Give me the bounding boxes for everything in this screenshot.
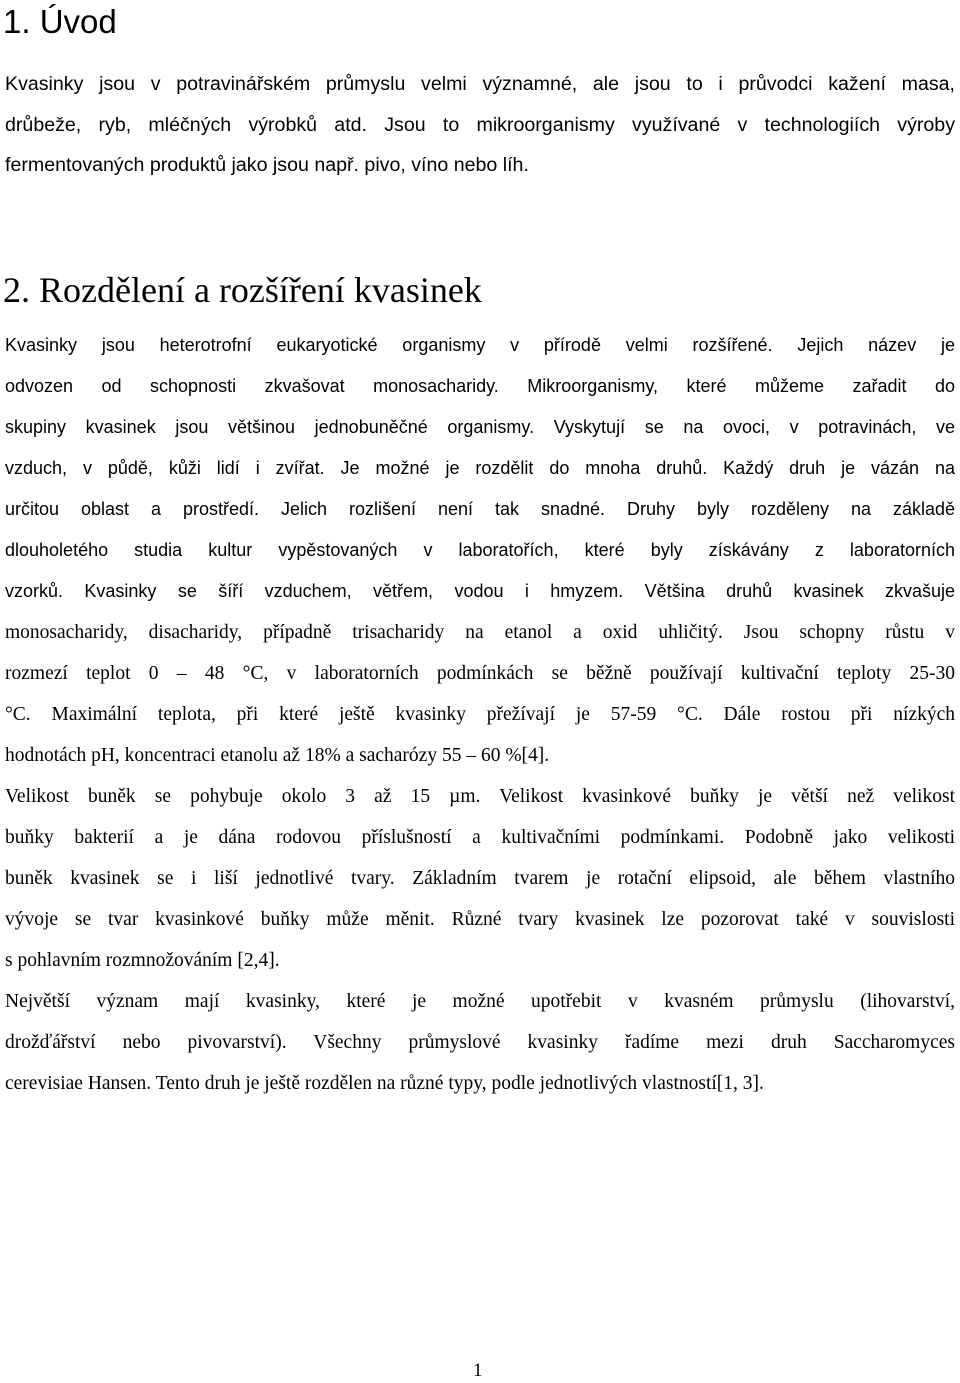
text-line: vzorků. Kvasinky se šíří vzduchem, větřem, vodou i hmyzem. Většina druhů kvasinek zkvašuje (5, 581, 955, 601)
text-line: cerevisiae Hansen. Tento druh je ještě rozdělen na různé typy, podle jednotlivých vlastností[1, 3]. (5, 1073, 764, 1094)
heading-rozdeleni: 2. Rozdělení a rozšíření kvasinek (3, 270, 482, 310)
intro-paragraph (5, 64, 955, 186)
text-line: Kvasinky jsou v potravinářském průmyslu velmi významné, ale jsou to i průvodci kažení masa, (5, 73, 955, 95)
heading-uvod: 1. Úvod (3, 3, 117, 40)
page-number: 1 (473, 1360, 483, 1381)
text-line: vzduch, v půdě, kůži lidí i zvířat. Je možné je rozdělit do mnoha druhů. Každý druh je vázán na (5, 458, 955, 478)
text-line: hodnotách pH, koncentraci etanolu až 18% a sacharózy 55 – 60 %[4]. (5, 745, 550, 766)
text-line: buněk kvasinek se i liší jednotlivé tvary. Základním tvarem je rotační elipsoid, ale během vlastního (5, 868, 955, 889)
text-line: určitou oblast a prostředí. Jelich rozlišení není tak snadné. Druhy byly rozděleny na základě (5, 499, 955, 519)
text-line: vývoje se tvar kvasinkové buňky může měnit. Různé tvary kvasinek lze pozorovat také v souvislosti (5, 909, 955, 930)
text-line: Největší význam mají kvasinky, které je možné upotřebit v kvasném průmyslu (lihovarství, (5, 991, 955, 1012)
text-line: buňky bakterií a je dána rodovou příslušností a kultivačními podmínkami. Podobně jako velikosti (5, 827, 955, 848)
text-line: °C. Maximální teplota, při které ještě kvasinky přežívají je 57-59 °C. Dále rostou při nízkých (5, 704, 955, 725)
text-line: drůbeže, ryb, mléčných výrobků atd. Jsou to mikroorganismy využívané v technologiích výroby (5, 113, 955, 136)
text-line: skupiny kvasinek jsou většinou jednobuněčné organismy. Vyskytují se na ovoci, v potravinách, ve (5, 417, 955, 437)
text-line: dlouholetého studia kultur vypěstovaných v laboratořích, které byly získávány z laboratorních (5, 540, 955, 560)
body-paragraph (5, 325, 955, 1104)
text-line: fermentovaných produktů jako jsou např. pivo, víno nebo líh. (5, 154, 529, 176)
text-line: rozmezí teplot 0 – 48 °C, v laboratorních podmínkách se běžně používají kultivační teploty 25-30 (5, 663, 955, 684)
text-line: Velikost buněk se pohybuje okolo 3 až 15 µm. Velikost kvasinkové buňky je větší než velikost (5, 786, 955, 807)
text-line: odvozen od schopnosti zkvašovat monosacharidy. Mikroorganismy, které můžeme zařadit do (5, 376, 955, 396)
text-line: monosacharidy, disacharidy, případně trisacharidy na etanol a oxid uhličitý. Jsou schopny růstu v (5, 622, 955, 643)
text-line: Kvasinky jsou heterotrofní eukaryotické organismy v přírodě velmi rozšířené. Jejich název je (5, 335, 955, 355)
text-line: drožďářství nebo pivovarství). Všechny průmyslové kvasinky řadíme mezi druh Saccharomyces (5, 1032, 955, 1053)
text-line: s pohlavním rozmnožováním [2,4]. (5, 950, 280, 971)
